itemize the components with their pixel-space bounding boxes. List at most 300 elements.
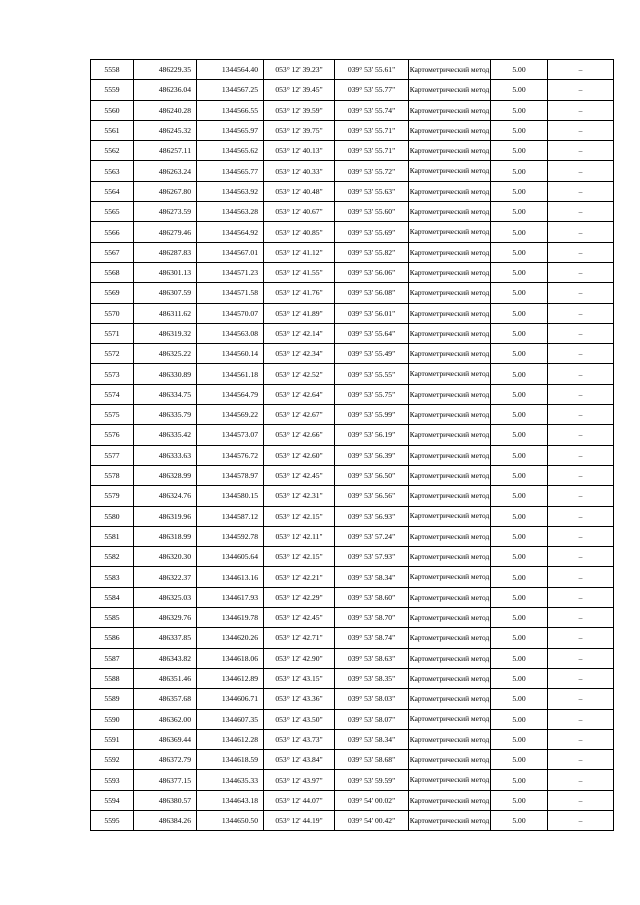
point-number-cell: 5570 (91, 303, 134, 323)
longitude-cell: 039° 53' 58.63" (335, 648, 409, 668)
table-row (91, 770, 614, 790)
table-row (91, 790, 614, 810)
accuracy-cell: 5.00 (491, 120, 548, 140)
table-row (91, 405, 614, 425)
point-number-cell: 5579 (91, 486, 134, 506)
point-number-cell: 5560 (91, 100, 134, 120)
y-coordinate-cell: 1344573.07 (197, 425, 264, 445)
accuracy-cell: 5.00 (491, 344, 548, 364)
x-coordinate-cell: 486362.00 (134, 709, 197, 729)
method-cell: Картометрический метод (409, 161, 491, 181)
latitude-cell: 053° 12' 43.84" (264, 750, 335, 770)
x-coordinate-cell: 486257.11 (134, 141, 197, 161)
longitude-cell: 039° 53' 55.69" (335, 222, 409, 242)
y-coordinate-cell: 1344569.22 (197, 405, 264, 425)
point-number-cell: 5571 (91, 323, 134, 343)
longitude-cell: 039° 53' 55.99" (335, 405, 409, 425)
table-row (91, 526, 614, 546)
method-cell: Картометрический метод (409, 242, 491, 262)
x-coordinate-cell: 486334.75 (134, 384, 197, 404)
method-cell: Картометрический метод (409, 750, 491, 770)
method-cell: Картометрический метод (409, 303, 491, 323)
accuracy-cell: 5.00 (491, 608, 548, 628)
note-cell: – (548, 100, 614, 120)
method-cell: Картометрический метод (409, 587, 491, 607)
x-coordinate-cell: 486320.30 (134, 547, 197, 567)
x-coordinate-cell: 486384.26 (134, 810, 197, 830)
x-coordinate-cell: 486322.37 (134, 567, 197, 587)
latitude-cell: 053° 12' 39.23" (264, 60, 335, 80)
point-number-cell: 5562 (91, 141, 134, 161)
accuracy-cell: 5.00 (491, 810, 548, 830)
method-cell: Картометрический метод (409, 141, 491, 161)
y-coordinate-cell: 1344618.06 (197, 648, 264, 668)
latitude-cell: 053° 12' 42.11" (264, 526, 335, 546)
x-coordinate-cell: 486369.44 (134, 729, 197, 749)
point-number-cell: 5578 (91, 465, 134, 485)
y-coordinate-cell: 1344565.62 (197, 141, 264, 161)
point-number-cell: 5561 (91, 120, 134, 140)
latitude-cell: 053° 12' 42.21" (264, 567, 335, 587)
table-row (91, 810, 614, 830)
y-coordinate-cell: 1344570.07 (197, 303, 264, 323)
x-coordinate-cell: 486279.46 (134, 222, 197, 242)
note-cell: – (548, 608, 614, 628)
note-cell: – (548, 628, 614, 648)
accuracy-cell: 5.00 (491, 60, 548, 80)
y-coordinate-cell: 1344563.92 (197, 181, 264, 201)
latitude-cell: 053° 12' 43.50" (264, 709, 335, 729)
x-coordinate-cell: 486333.63 (134, 445, 197, 465)
accuracy-cell: 5.00 (491, 587, 548, 607)
table-row (91, 425, 614, 445)
latitude-cell: 053° 12' 42.45" (264, 608, 335, 628)
longitude-cell: 039° 54' 00.02" (335, 790, 409, 810)
method-cell: Картометрический метод (409, 709, 491, 729)
latitude-cell: 053° 12' 40.48" (264, 181, 335, 201)
y-coordinate-cell: 1344617.93 (197, 587, 264, 607)
longitude-cell: 039° 53' 57.24" (335, 526, 409, 546)
table-row (91, 60, 614, 80)
x-coordinate-cell: 486319.32 (134, 323, 197, 343)
x-coordinate-cell: 486337.85 (134, 628, 197, 648)
table-row (91, 567, 614, 587)
table-row (91, 689, 614, 709)
note-cell: – (548, 120, 614, 140)
point-number-cell: 5592 (91, 750, 134, 770)
latitude-cell: 053° 12' 41.89" (264, 303, 335, 323)
method-cell: Картометрический метод (409, 628, 491, 648)
y-coordinate-cell: 1344580.15 (197, 486, 264, 506)
point-number-cell: 5594 (91, 790, 134, 810)
y-coordinate-cell: 1344635.33 (197, 770, 264, 790)
point-number-cell: 5577 (91, 445, 134, 465)
longitude-cell: 039° 53' 57.93" (335, 547, 409, 567)
table-row (91, 587, 614, 607)
x-coordinate-cell: 486335.42 (134, 425, 197, 445)
method-cell: Картометрический метод (409, 202, 491, 222)
x-coordinate-cell: 486319.96 (134, 506, 197, 526)
table-row (91, 729, 614, 749)
latitude-cell: 053° 12' 43.97" (264, 770, 335, 790)
y-coordinate-cell: 1344561.18 (197, 364, 264, 384)
latitude-cell: 053° 12' 42.15" (264, 506, 335, 526)
accuracy-cell: 5.00 (491, 100, 548, 120)
x-coordinate-cell: 486245.32 (134, 120, 197, 140)
note-cell: – (548, 465, 614, 485)
table-row (91, 283, 614, 303)
x-coordinate-cell: 486240.28 (134, 100, 197, 120)
y-coordinate-cell: 1344618.59 (197, 750, 264, 770)
latitude-cell: 053° 12' 42.60" (264, 445, 335, 465)
longitude-cell: 039° 53' 58.34" (335, 729, 409, 749)
longitude-cell: 039° 53' 55.75" (335, 384, 409, 404)
y-coordinate-cell: 1344613.16 (197, 567, 264, 587)
latitude-cell: 053° 12' 42.52" (264, 364, 335, 384)
accuracy-cell: 5.00 (491, 729, 548, 749)
method-cell: Картометрический метод (409, 364, 491, 384)
accuracy-cell: 5.00 (491, 628, 548, 648)
y-coordinate-cell: 1344564.92 (197, 222, 264, 242)
note-cell: – (548, 303, 614, 323)
accuracy-cell: 5.00 (491, 668, 548, 688)
point-number-cell: 5573 (91, 364, 134, 384)
table-row (91, 506, 614, 526)
point-number-cell: 5581 (91, 526, 134, 546)
note-cell: – (548, 141, 614, 161)
note-cell: – (548, 384, 614, 404)
table-row (91, 303, 614, 323)
point-number-cell: 5559 (91, 80, 134, 100)
longitude-cell: 039° 53' 55.61" (335, 60, 409, 80)
latitude-cell: 053° 12' 40.33" (264, 161, 335, 181)
note-cell: – (548, 364, 614, 384)
method-cell: Картометрический метод (409, 810, 491, 830)
y-coordinate-cell: 1344650.50 (197, 810, 264, 830)
x-coordinate-cell: 486329.76 (134, 608, 197, 628)
point-number-cell: 5568 (91, 262, 134, 282)
coordinates-table (90, 59, 614, 831)
y-coordinate-cell: 1344612.28 (197, 729, 264, 749)
longitude-cell: 039° 53' 58.34" (335, 567, 409, 587)
note-cell: – (548, 80, 614, 100)
table-row (91, 344, 614, 364)
x-coordinate-cell: 486318.99 (134, 526, 197, 546)
table-row (91, 709, 614, 729)
y-coordinate-cell: 1344565.97 (197, 120, 264, 140)
point-number-cell: 5558 (91, 60, 134, 80)
table-row (91, 465, 614, 485)
longitude-cell: 039° 53' 55.77" (335, 80, 409, 100)
method-cell: Картометрический метод (409, 648, 491, 668)
y-coordinate-cell: 1344565.77 (197, 161, 264, 181)
note-cell: – (548, 790, 614, 810)
y-coordinate-cell: 1344571.23 (197, 262, 264, 282)
note-cell: – (548, 283, 614, 303)
x-coordinate-cell: 486372.79 (134, 750, 197, 770)
table-row (91, 120, 614, 140)
y-coordinate-cell: 1344612.89 (197, 668, 264, 688)
x-coordinate-cell: 486330.89 (134, 364, 197, 384)
accuracy-cell: 5.00 (491, 202, 548, 222)
note-cell: – (548, 648, 614, 668)
accuracy-cell: 5.00 (491, 161, 548, 181)
longitude-cell: 039° 53' 58.70" (335, 608, 409, 628)
note-cell: – (548, 750, 614, 770)
accuracy-cell: 5.00 (491, 465, 548, 485)
table-row (91, 100, 614, 120)
latitude-cell: 053° 12' 42.29" (264, 587, 335, 607)
note-cell: – (548, 405, 614, 425)
method-cell: Картометрический метод (409, 344, 491, 364)
note-cell: – (548, 60, 614, 80)
longitude-cell: 039° 53' 56.56" (335, 486, 409, 506)
method-cell: Картометрический метод (409, 80, 491, 100)
method-cell: Картометрический метод (409, 547, 491, 567)
point-number-cell: 5583 (91, 567, 134, 587)
y-coordinate-cell: 1344566.55 (197, 100, 264, 120)
longitude-cell: 039° 53' 55.55" (335, 364, 409, 384)
method-cell: Картометрический метод (409, 567, 491, 587)
longitude-cell: 039° 53' 55.74" (335, 100, 409, 120)
latitude-cell: 053° 12' 42.14" (264, 323, 335, 343)
y-coordinate-cell: 1344564.79 (197, 384, 264, 404)
note-cell: – (548, 161, 614, 181)
table-row (91, 262, 614, 282)
point-number-cell: 5582 (91, 547, 134, 567)
y-coordinate-cell: 1344620.26 (197, 628, 264, 648)
accuracy-cell: 5.00 (491, 770, 548, 790)
point-number-cell: 5563 (91, 161, 134, 181)
accuracy-cell: 5.00 (491, 648, 548, 668)
method-cell: Картометрический метод (409, 384, 491, 404)
table-row (91, 222, 614, 242)
accuracy-cell: 5.00 (491, 80, 548, 100)
note-cell: – (548, 709, 614, 729)
latitude-cell: 053° 12' 39.75" (264, 120, 335, 140)
method-cell: Картометрический метод (409, 729, 491, 749)
accuracy-cell: 5.00 (491, 262, 548, 282)
accuracy-cell: 5.00 (491, 709, 548, 729)
longitude-cell: 039° 53' 55.71" (335, 120, 409, 140)
table-row (91, 547, 614, 567)
longitude-cell: 039° 53' 55.71" (335, 141, 409, 161)
latitude-cell: 053° 12' 42.67" (264, 405, 335, 425)
method-cell: Картометрический метод (409, 262, 491, 282)
longitude-cell: 039° 53' 55.49" (335, 344, 409, 364)
latitude-cell: 053° 12' 44.19" (264, 810, 335, 830)
x-coordinate-cell: 486325.22 (134, 344, 197, 364)
longitude-cell: 039° 53' 58.74" (335, 628, 409, 648)
latitude-cell: 053° 12' 43.15" (264, 668, 335, 688)
x-coordinate-cell: 486343.82 (134, 648, 197, 668)
x-coordinate-cell: 486236.04 (134, 80, 197, 100)
y-coordinate-cell: 1344560.14 (197, 344, 264, 364)
point-number-cell: 5586 (91, 628, 134, 648)
point-number-cell: 5575 (91, 405, 134, 425)
accuracy-cell: 5.00 (491, 526, 548, 546)
longitude-cell: 039° 53' 58.03" (335, 689, 409, 709)
table-row (91, 750, 614, 770)
x-coordinate-cell: 486287.83 (134, 242, 197, 262)
table-row (91, 668, 614, 688)
note-cell: – (548, 567, 614, 587)
point-number-cell: 5567 (91, 242, 134, 262)
latitude-cell: 053° 12' 41.12" (264, 242, 335, 262)
y-coordinate-cell: 1344619.78 (197, 608, 264, 628)
point-number-cell: 5588 (91, 668, 134, 688)
note-cell: – (548, 547, 614, 567)
note-cell: – (548, 486, 614, 506)
x-coordinate-cell: 486273.59 (134, 202, 197, 222)
y-coordinate-cell: 1344607.35 (197, 709, 264, 729)
accuracy-cell: 5.00 (491, 425, 548, 445)
x-coordinate-cell: 486229.35 (134, 60, 197, 80)
longitude-cell: 039° 53' 55.82" (335, 242, 409, 262)
method-cell: Картометрический метод (409, 668, 491, 688)
method-cell: Картометрический метод (409, 526, 491, 546)
y-coordinate-cell: 1344576.72 (197, 445, 264, 465)
method-cell: Картометрический метод (409, 181, 491, 201)
coordinates-table-body (91, 60, 614, 831)
x-coordinate-cell: 486328.99 (134, 465, 197, 485)
point-number-cell: 5572 (91, 344, 134, 364)
note-cell: – (548, 181, 614, 201)
point-number-cell: 5569 (91, 283, 134, 303)
method-cell: Картометрический метод (409, 60, 491, 80)
note-cell: – (548, 445, 614, 465)
longitude-cell: 039° 53' 56.39" (335, 445, 409, 465)
longitude-cell: 039° 53' 59.59" (335, 770, 409, 790)
x-coordinate-cell: 486263.24 (134, 161, 197, 181)
point-number-cell: 5589 (91, 689, 134, 709)
method-cell: Картометрический метод (409, 506, 491, 526)
accuracy-cell: 5.00 (491, 790, 548, 810)
table-row (91, 181, 614, 201)
latitude-cell: 053° 12' 39.59" (264, 100, 335, 120)
table-row (91, 80, 614, 100)
note-cell: – (548, 344, 614, 364)
x-coordinate-cell: 486380.57 (134, 790, 197, 810)
x-coordinate-cell: 486325.03 (134, 587, 197, 607)
x-coordinate-cell: 486307.59 (134, 283, 197, 303)
x-coordinate-cell: 486351.46 (134, 668, 197, 688)
latitude-cell: 053° 12' 42.45" (264, 465, 335, 485)
note-cell: – (548, 810, 614, 830)
accuracy-cell: 5.00 (491, 364, 548, 384)
point-number-cell: 5584 (91, 587, 134, 607)
latitude-cell: 053° 12' 40.67" (264, 202, 335, 222)
longitude-cell: 039° 53' 56.50" (335, 465, 409, 485)
longitude-cell: 039° 53' 58.60" (335, 587, 409, 607)
y-coordinate-cell: 1344606.71 (197, 689, 264, 709)
longitude-cell: 039° 53' 56.19" (335, 425, 409, 445)
point-number-cell: 5566 (91, 222, 134, 242)
table-row (91, 242, 614, 262)
x-coordinate-cell: 486311.62 (134, 303, 197, 323)
accuracy-cell: 5.00 (491, 547, 548, 567)
note-cell: – (548, 668, 614, 688)
point-number-cell: 5593 (91, 770, 134, 790)
longitude-cell: 039° 53' 56.93" (335, 506, 409, 526)
latitude-cell: 053° 12' 41.76" (264, 283, 335, 303)
method-cell: Картометрический метод (409, 100, 491, 120)
x-coordinate-cell: 486377.15 (134, 770, 197, 790)
note-cell: – (548, 587, 614, 607)
accuracy-cell: 5.00 (491, 181, 548, 201)
accuracy-cell: 5.00 (491, 405, 548, 425)
latitude-cell: 053° 12' 40.13" (264, 141, 335, 161)
note-cell: – (548, 323, 614, 343)
accuracy-cell: 5.00 (491, 303, 548, 323)
y-coordinate-cell: 1344571.58 (197, 283, 264, 303)
y-coordinate-cell: 1344578.97 (197, 465, 264, 485)
point-number-cell: 5595 (91, 810, 134, 830)
x-coordinate-cell: 486267.80 (134, 181, 197, 201)
method-cell: Картометрический метод (409, 120, 491, 140)
longitude-cell: 039° 53' 55.60" (335, 202, 409, 222)
latitude-cell: 053° 12' 39.45" (264, 80, 335, 100)
note-cell: – (548, 202, 614, 222)
point-number-cell: 5565 (91, 202, 134, 222)
y-coordinate-cell: 1344563.08 (197, 323, 264, 343)
accuracy-cell: 5.00 (491, 567, 548, 587)
longitude-cell: 039° 53' 55.63" (335, 181, 409, 201)
table-row (91, 608, 614, 628)
y-coordinate-cell: 1344643.18 (197, 790, 264, 810)
longitude-cell: 039° 53' 56.01" (335, 303, 409, 323)
table-row (91, 445, 614, 465)
note-cell: – (548, 425, 614, 445)
table-row (91, 141, 614, 161)
table-row (91, 202, 614, 222)
accuracy-cell: 5.00 (491, 222, 548, 242)
longitude-cell: 039° 53' 56.06" (335, 262, 409, 282)
accuracy-cell: 5.00 (491, 323, 548, 343)
table-row (91, 323, 614, 343)
x-coordinate-cell: 486357.68 (134, 689, 197, 709)
point-number-cell: 5564 (91, 181, 134, 201)
accuracy-cell: 5.00 (491, 384, 548, 404)
table-row (91, 364, 614, 384)
latitude-cell: 053° 12' 42.71" (264, 628, 335, 648)
method-cell: Картометрический метод (409, 790, 491, 810)
note-cell: – (548, 770, 614, 790)
method-cell: Картометрический метод (409, 222, 491, 242)
coordinates-sheet (90, 59, 613, 831)
latitude-cell: 053° 12' 42.64" (264, 384, 335, 404)
longitude-cell: 039° 53' 55.72" (335, 161, 409, 181)
point-number-cell: 5590 (91, 709, 134, 729)
longitude-cell: 039° 53' 58.68" (335, 750, 409, 770)
x-coordinate-cell: 486301.13 (134, 262, 197, 282)
y-coordinate-cell: 1344567.01 (197, 242, 264, 262)
method-cell: Картометрический метод (409, 608, 491, 628)
table-row (91, 648, 614, 668)
method-cell: Картометрический метод (409, 465, 491, 485)
table-row (91, 161, 614, 181)
longitude-cell: 039° 54' 00.42" (335, 810, 409, 830)
note-cell: – (548, 242, 614, 262)
accuracy-cell: 5.00 (491, 506, 548, 526)
accuracy-cell: 5.00 (491, 242, 548, 262)
latitude-cell: 053° 12' 43.73" (264, 729, 335, 749)
y-coordinate-cell: 1344567.25 (197, 80, 264, 100)
latitude-cell: 053° 12' 42.90" (264, 648, 335, 668)
accuracy-cell: 5.00 (491, 283, 548, 303)
x-coordinate-cell: 486335.79 (134, 405, 197, 425)
longitude-cell: 039° 53' 58.35" (335, 668, 409, 688)
